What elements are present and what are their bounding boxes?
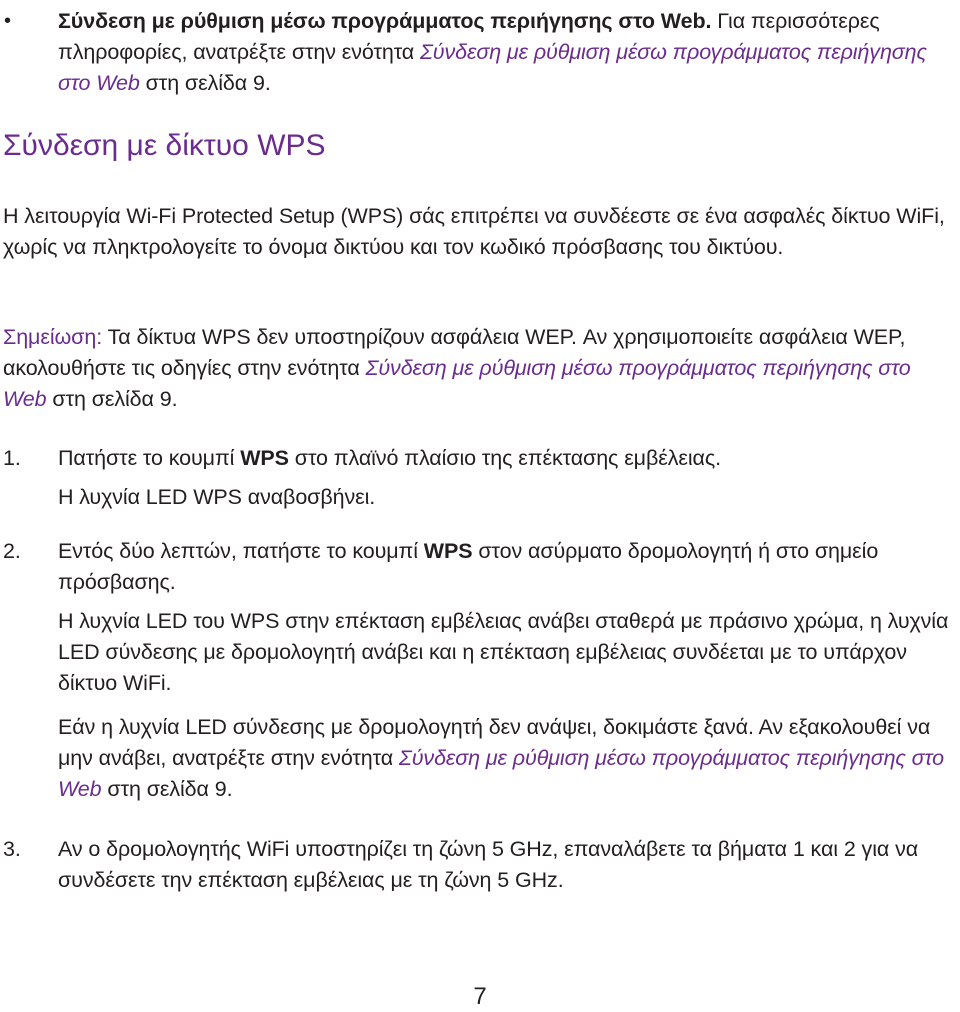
step-3-number: 3. bbox=[3, 837, 21, 861]
note-link[interactable]: Σύνδεση με ρύθμιση μέσω προγράμματος περιήγησης στο Web bbox=[3, 356, 911, 411]
step-1-pre: Πατήστε το κουμπί bbox=[58, 446, 241, 470]
step-3 bbox=[3, 834, 958, 896]
step-1-sub: Η λυχνία LED WPS αναβοσβήνει. bbox=[58, 485, 376, 509]
step-1-bold: WPS bbox=[240, 446, 289, 470]
step-2-pre: Εντός δύο λεπτών, πατήστε το κουμπί bbox=[58, 539, 424, 563]
bullet-paragraph bbox=[58, 6, 955, 99]
step-1-number: 1. bbox=[3, 446, 21, 470]
intro-paragraph: Η λειτουργία Wi-Fi Protected Setup (WPS) σάς επιτρέπει να συνδέεστε σε ένα ασφαλές δίκτυο WiFi, χωρίς να πληκτρολογείτε το όνομα δικτύου και τον κωδικό πρόσβασης του δικτύου. bbox=[3, 204, 945, 259]
step-2 bbox=[3, 536, 958, 805]
bullet-bold-title: Σύνδεση με ρύθμιση μέσω προγράμματος περιήγησης στο Web. bbox=[58, 9, 712, 33]
step-2-sub2-link[interactable]: Σύνδεση με ρύθμιση μέσω προγράμματος περιήγησης στο Web bbox=[58, 746, 945, 801]
step-1-post: στο πλαϊνό πλαίσιο της επέκτασης εμβέλειας. bbox=[288, 446, 721, 470]
note-label: Σημείωση: bbox=[3, 325, 103, 349]
step-3-text: Αν ο δρομολογητής WiFi υποστηρίζει τη ζώνη 5 GHz, επαναλάβετε τα βήματα 1 και 2 για να συνδέσετε την επέκταση εμβέλειας με τη ζώνη 5 GHz. bbox=[58, 837, 919, 892]
page-number: 7 bbox=[473, 983, 487, 1010]
bullet-item bbox=[0, 6, 955, 99]
step-2-text bbox=[58, 536, 958, 598]
step-2-post: στον ασύρματο δρομολογητή ή στο σημείο πρόσβασης. bbox=[58, 539, 879, 594]
step-2-number: 2. bbox=[3, 539, 21, 563]
bullet-suffix: στη σελίδα 9. bbox=[139, 71, 271, 95]
step-2-sub2 bbox=[58, 712, 958, 805]
bullet-text: Για περισσότερες πληροφορίες, ανατρέξτε στην ενότητα bbox=[58, 9, 880, 64]
step-2-sub: Η λυχνία LED του WPS στην επέκταση εμβέλειας ανάβει σταθερά με πράσινο χρώμα, η λυχνία LED σύνδεσης με δρομολογητή ανάβει και η επέκταση εμβέλειας συνδέεται με το υπάρχον δίκτυο WiFi. bbox=[58, 609, 949, 695]
note-suffix: στη σελίδα 9. bbox=[46, 387, 178, 411]
note-paragraph bbox=[3, 322, 958, 415]
step-2-bold: WPS bbox=[423, 539, 473, 563]
step-2-sub2-text: Εάν η λυχνία LED σύνδεσης με δρομολογητή δεν ανάψει, δοκιμάστε ξανά. Αν εξακολουθεί να μην ανάβει, ανατρέξτε στην ενότητα bbox=[58, 715, 931, 770]
bullet-link[interactable]: Σύνδεση με ρύθμιση μέσω προγράμματος περιήγησης στο Web bbox=[58, 40, 927, 95]
step-1-text bbox=[58, 443, 958, 474]
bullet-symbol: • bbox=[4, 10, 11, 32]
section-heading: Σύνδεση με δίκτυο WPS bbox=[3, 129, 326, 162]
step-2-sub2-suffix: στη σελίδα 9. bbox=[101, 777, 233, 801]
note-text: Τα δίκτυα WPS δεν υποστηρίζουν ασφάλεια WEP. Αν χρησιμοποιείτε ασφάλεια WEP, ακολουθήστε τις οδηγίες στην ενότητα bbox=[3, 325, 906, 380]
step-1 bbox=[3, 443, 958, 513]
